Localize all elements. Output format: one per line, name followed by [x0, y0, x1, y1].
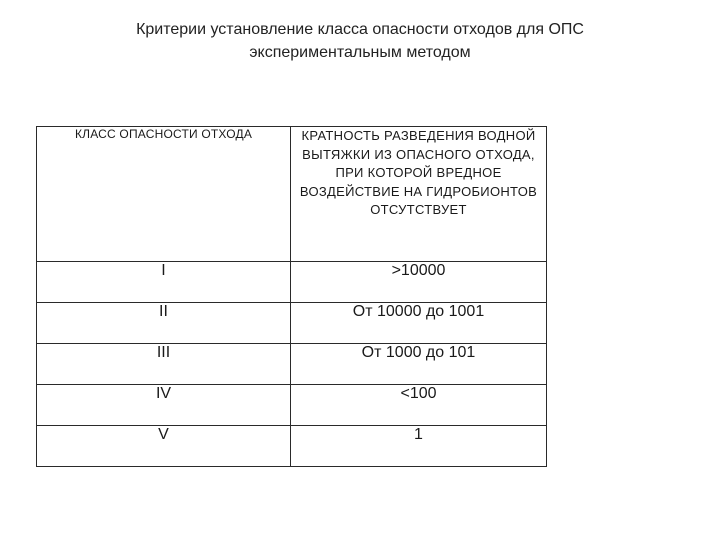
- table-row: [37, 262, 547, 303]
- cell-hazard-class: III: [37, 344, 291, 385]
- cell-dilution-ratio: 1: [291, 426, 547, 467]
- header-dilution-ratio: КРАТНОСТЬ РАЗВЕДЕНИЯ ВОДНОЙ ВЫТЯЖКИ ИЗ ОПАСНОГО ОТХОДА, ПРИ КОТОРОЙ ВРЕДНОЕ ВОЗДЕЙСТВИЕ НА ГИДРОБИОНТОВ ОТСУТСТВУЕТ: [291, 127, 547, 262]
- cell-dilution-ratio: <100: [291, 385, 547, 426]
- table-row: [37, 303, 547, 344]
- header-hazard-class: КЛАСС ОПАСНОСТИ ОТХОДА: [37, 127, 291, 262]
- cell-hazard-class: IV: [37, 385, 291, 426]
- cell-dilution-ratio: От 1000 до 101: [291, 344, 547, 385]
- cell-hazard-class: V: [37, 426, 291, 467]
- hazard-class-table: [36, 126, 547, 467]
- title-line-1: Критерии установление класса опасности отходов для ОПС: [136, 21, 584, 38]
- table-row: [37, 385, 547, 426]
- table-header-row: [37, 127, 547, 262]
- cell-hazard-class: II: [37, 303, 291, 344]
- slide-title: [60, 18, 660, 64]
- cell-hazard-class: I: [37, 262, 291, 303]
- cell-dilution-ratio: От 10000 до 1001: [291, 303, 547, 344]
- title-line-2: экспериментальным методом: [249, 44, 471, 61]
- cell-dilution-ratio: >10000: [291, 262, 547, 303]
- table-row: [37, 344, 547, 385]
- table-row: [37, 426, 547, 467]
